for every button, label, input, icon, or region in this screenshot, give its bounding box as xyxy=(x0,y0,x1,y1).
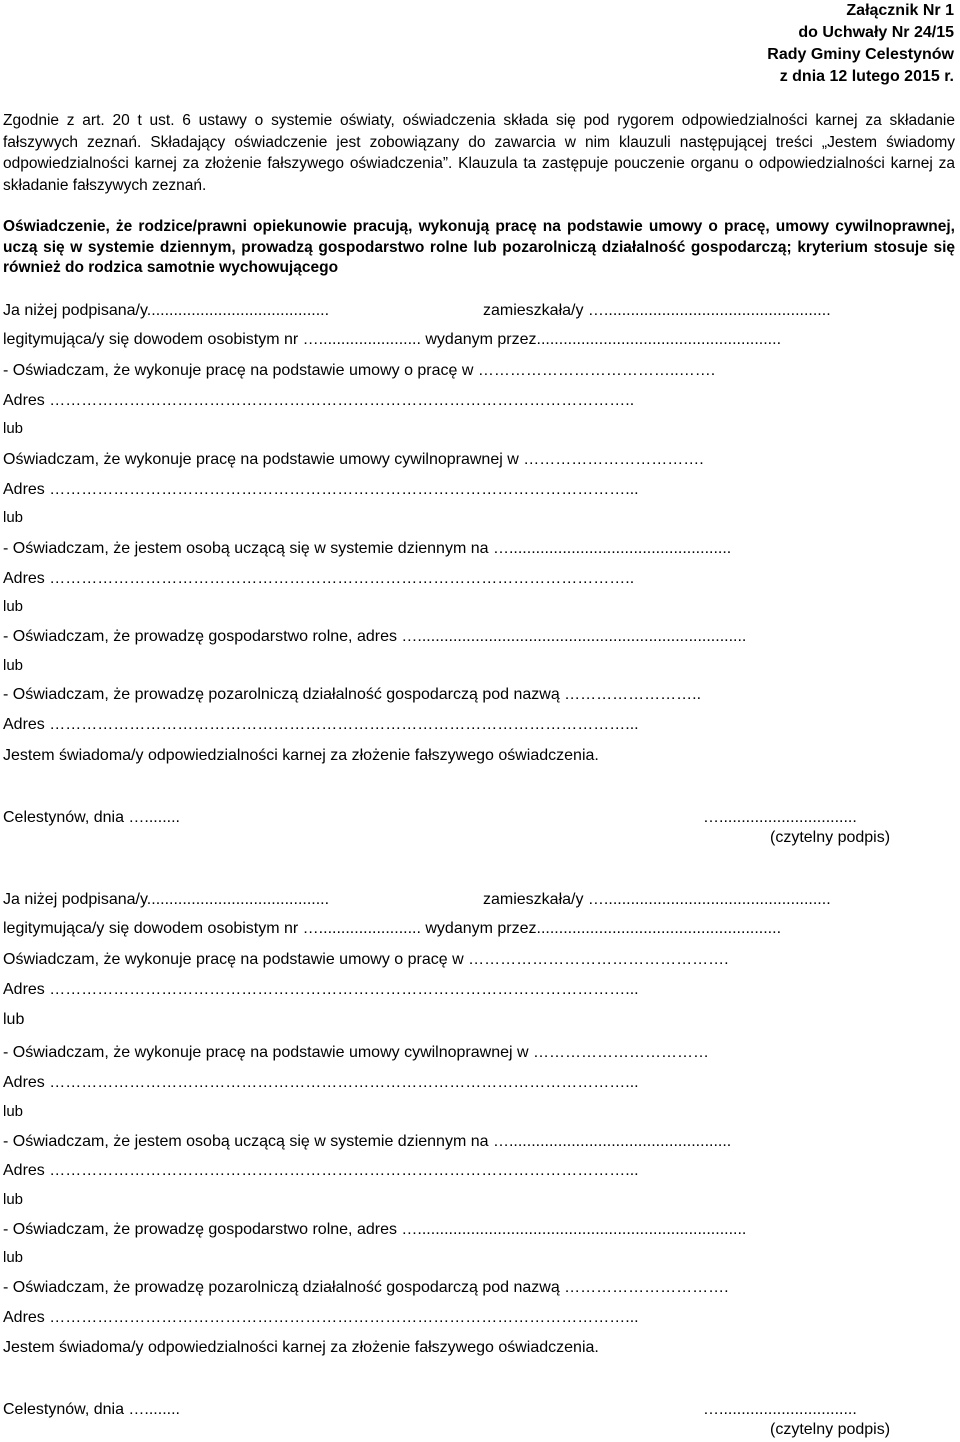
or-label: lub xyxy=(3,420,24,437)
address-line[interactable]: Adres ………………………………………………………………………………………………... xyxy=(3,1162,639,1179)
resolution-number: do Uchwały Nr 24/15 xyxy=(798,24,954,41)
business-line[interactable]: - Oświadczam, że prowadzę pozarolniczą działalność gospodarczą pod nazwą …………………….. xyxy=(3,686,702,703)
document-header xyxy=(767,0,954,88)
legal-notice: Zgodnie z art. 20 t ust. 6 ustawy o systemie oświaty, oświadczenia składa się pod rygorem odpowiedzialności karnej za składanie fałszywych zeznań. Składający oświadczenie jest zobowiązany do zawarcia w nim klauzuli następującej treści „Jestem świadomy odpowiedzialności karnej za złożenie fałszywego oświadczenia”. Klauzula ta zastępuje pouczenie organu o odpowiedzialności karnej za składanie fałszywych zeznań. xyxy=(3,112,955,194)
or-label: lub xyxy=(3,1103,24,1120)
or-label: lub xyxy=(3,1249,24,1266)
student-line[interactable]: - Oświadczam, że jestem osobą uczącą się w systemie dziennym na ….................................................. xyxy=(3,540,732,557)
or-label: lub xyxy=(3,509,24,526)
name-field[interactable]: Ja niżej podpisana/y......................................... xyxy=(3,891,330,908)
address-line[interactable]: Adres ………………………………………………………………………………………………... xyxy=(3,1074,639,1091)
or-label: lub xyxy=(3,657,24,674)
employment-contract-line[interactable]: - Oświadczam, że wykonuje pracę na podstawie umowy o pracę w ………………………………..……. xyxy=(3,362,716,379)
liability-statement: Jestem świadoma/y odpowiedzialności karnej za złożenie fałszywego oświadczenia. xyxy=(3,1339,599,1356)
signature-field[interactable]: …............................... xyxy=(703,809,857,826)
council-name: Rady Gminy Celestynów xyxy=(767,46,954,63)
declaration-title: Oświadczenie, że rodzice/prawni opiekunowie pracują, wykonują pracę na podstawie umowy o pracę, umowy cywilnoprawnej, uczą się w systemie dziennym, prowadzą gospodarstwo rolne lub pozarolniczą działalność gospodarczą; kryterium stosuje się również do rodzica samotnie wychowującego xyxy=(3,218,955,276)
residence-field[interactable]: zamieszkała/y …................................................... xyxy=(483,302,831,319)
address-line[interactable]: Adres ………………………………………………………………………………………………... xyxy=(3,716,639,733)
signature-field[interactable]: …............................... xyxy=(703,1401,857,1418)
or-label: lub xyxy=(3,1011,25,1028)
farm-line[interactable]: - Oświadczam, że prowadzę gospodarstwo rolne, adres ….......................................................................... xyxy=(3,628,747,645)
address-line[interactable]: Adres ……………………………………………………………………………………………….. xyxy=(3,392,635,409)
address-line[interactable]: Adres ……………………………………………………………………………………………….. xyxy=(3,570,635,587)
civil-contract-line[interactable]: - Oświadczam, że wykonuje pracę na podstawie umowy cywilnoprawnej w …………………………… xyxy=(3,1044,709,1061)
signature-label: (czytelny podpis) xyxy=(770,1421,891,1438)
or-label: lub xyxy=(3,598,24,615)
annex-number: Załącznik Nr 1 xyxy=(846,2,954,19)
civil-contract-line[interactable]: Oświadczam, że wykonuje pracę na podstawie umowy cywilnoprawnej w ……………………………. xyxy=(3,451,704,468)
id-card-line[interactable]: legitymująca/y się dowodem osobistym nr …....................... wydanym przez....................................................... xyxy=(3,920,782,937)
student-line[interactable]: - Oświadczam, że jestem osobą uczącą się w systemie dziennym na ….................................................. xyxy=(3,1133,732,1150)
name-line xyxy=(3,301,958,321)
or-label: lub xyxy=(3,1191,24,1208)
employment-contract-line[interactable]: Oświadczam, że wykonuje pracę na podstawie umowy o pracę w …………………………………………. xyxy=(3,951,729,968)
business-line[interactable]: - Oświadczam, że prowadzę pozarolniczą działalność gospodarczą pod nazwą …………………………. xyxy=(3,1279,729,1296)
address-line[interactable]: Adres ………………………………………………………………………………………………... xyxy=(3,481,639,498)
farm-line[interactable]: - Oświadczam, że prowadzę gospodarstwo rolne, adres ….......................................................................... xyxy=(3,1221,747,1238)
name-field[interactable]: Ja niżej podpisana/y......................................... xyxy=(3,302,330,319)
liability-statement: Jestem świadoma/y odpowiedzialności karnej za złożenie fałszywego oświadczenia. xyxy=(3,747,599,764)
place-date-field[interactable]: Celestynów, dnia …........ xyxy=(3,809,180,826)
signature-label: (czytelny podpis) xyxy=(770,829,891,846)
address-line[interactable]: Adres ………………………………………………………………………………………………... xyxy=(3,1309,639,1326)
name-line xyxy=(3,890,958,910)
address-line[interactable]: Adres ………………………………………………………………………………………………... xyxy=(3,981,639,998)
place-date-field[interactable]: Celestynów, dnia …........ xyxy=(3,1401,180,1418)
id-card-line[interactable]: legitymująca/y się dowodem osobistym nr …....................... wydanym przez....................................................... xyxy=(3,331,782,348)
residence-field[interactable]: zamieszkała/y …................................................... xyxy=(483,891,831,908)
resolution-date: z dnia 12 lutego 2015 r. xyxy=(779,68,954,85)
